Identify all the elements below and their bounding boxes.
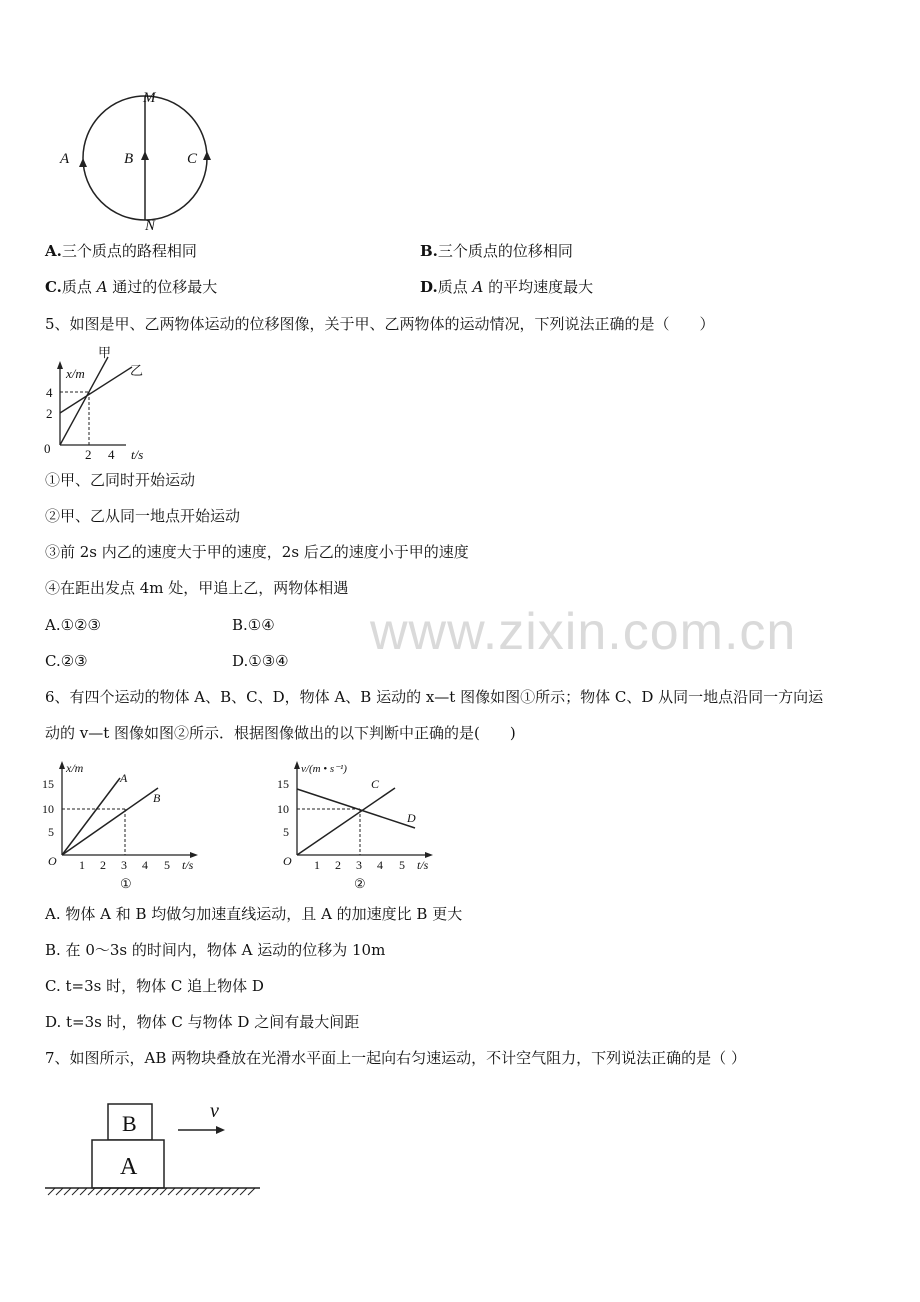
point-b-label: B	[124, 151, 134, 167]
g1-ytick-15: 15	[42, 777, 54, 791]
q4-option-a: A.三个质点的路程相同	[45, 242, 197, 260]
g1-ytick-10: 10	[42, 802, 54, 816]
q6-option-d: D. t=3s 时，物体 C 与物体 D 之间有最大间距	[45, 1013, 360, 1031]
g1-caption: ①	[120, 876, 132, 891]
q5-choice-b: B.①④	[232, 616, 275, 634]
q6-option-a: A. 物体 A 和 B 均做匀加速直线运动，且 A 的加速度比 B 更大	[45, 905, 463, 923]
g2-origin: O	[283, 854, 292, 868]
g1-ylabel: x/m	[66, 761, 84, 775]
g2-line-d: D	[407, 811, 416, 825]
q4-option-c: C.质点 A 通过的位移最大	[45, 278, 218, 296]
q6-graph-2	[275, 758, 445, 893]
g1-xtick-2: 2	[100, 858, 106, 872]
g1-xtick-4: 4	[142, 858, 148, 872]
g1-line-a: A	[120, 771, 128, 785]
yi-label: 乙	[130, 363, 144, 378]
g1-origin: O	[48, 854, 57, 868]
g2-xtick-5: 5	[399, 858, 405, 872]
y-tick-4: 4	[46, 385, 53, 400]
x-axis-label: t/s	[131, 447, 144, 462]
q5-choice-a: A.①②③	[45, 616, 101, 634]
q6-option-c: C. t=3s 时，物体 C 追上物体 D	[45, 977, 264, 995]
g2-xtick-4: 4	[377, 858, 383, 872]
velocity-label: v	[210, 1100, 219, 1122]
q5-statement-3: ③前 2s 内乙的速度大于甲的速度，2s 后乙的速度小于甲的速度	[45, 543, 469, 561]
q7-stem: 7、如图所示，AB 两物块叠放在光滑水平面上一起向右匀速运动，不计空气阻力，下列说法正确的是（ ）	[45, 1049, 746, 1067]
g2-ytick-5: 5	[283, 825, 289, 839]
origin-label: 0	[44, 441, 51, 456]
point-c-label: C	[187, 151, 198, 167]
g2-ytick-10: 10	[277, 802, 289, 816]
g2-xtick-1: 1	[314, 858, 320, 872]
g1-xtick-1: 1	[79, 858, 85, 872]
q6-stem-line2: 动的 v—t 图像如图②所示．根据图像做出的以下判断中正确的是( )	[45, 724, 516, 742]
q6-stem-line1: 6、有四个运动的物体 A、B、C、D，物体 A、B 运动的 x—t 图像如图①所示；物体 C、D 从同一地点沿同一方向运	[45, 688, 824, 706]
q4-circle-figure	[40, 85, 220, 235]
y-tick-2: 2	[46, 406, 53, 421]
q5-position-graph	[40, 345, 170, 465]
q7-blocks-figure	[40, 1095, 270, 1205]
q5-statement-1: ①甲、乙同时开始运动	[45, 471, 196, 489]
q5-statement-2: ②甲、乙从同一地点开始运动	[45, 507, 241, 525]
g2-xtick-3: 3	[356, 858, 362, 872]
g1-ytick-5: 5	[48, 825, 54, 839]
jia-label: 甲	[98, 345, 112, 360]
q5-choice-d: D.①③④	[232, 652, 289, 670]
g2-caption: ②	[354, 876, 366, 891]
q5-choice-c: C.②③	[45, 652, 88, 670]
g2-ylabel: v/(m • s⁻¹)	[301, 763, 347, 775]
block-b-label: B	[122, 1111, 137, 1136]
g1-line-b: B	[153, 791, 161, 805]
g2-ytick-15: 15	[277, 777, 289, 791]
q5-statement-4: ④在距出发点 4m 处，甲追上乙，两物体相遇	[45, 579, 349, 597]
x-tick-2: 2	[85, 447, 92, 462]
q4-option-d: D.质点 A 的平均速度最大	[420, 278, 594, 296]
g1-xtick-3: 3	[121, 858, 127, 872]
watermark: www.zixin.com.cn	[370, 603, 797, 661]
point-n-label: N	[145, 218, 156, 234]
q4-option-b: B.三个质点的位移相同	[420, 242, 573, 260]
g2-xtick-2: 2	[335, 858, 341, 872]
block-a-label: A	[120, 1154, 138, 1180]
point-m-label: M	[143, 90, 156, 106]
g2-xlabel: t/s	[417, 858, 429, 872]
y-axis-label: x/m	[66, 366, 85, 381]
x-tick-4: 4	[108, 447, 115, 462]
q5-stem: 5、如图是甲、乙两物体运动的位移图像，关于甲、乙两物体的运动情况，下列说法正确的是（ ）	[45, 315, 715, 333]
point-a-label: A	[60, 151, 70, 167]
q6-option-b: B. 在 0～3s 的时间内，物体 A 运动的位移为 10m	[45, 941, 386, 959]
g1-xlabel: t/s	[182, 858, 194, 872]
g1-xtick-5: 5	[164, 858, 170, 872]
g2-line-c: C	[371, 777, 380, 791]
q6-graph-1	[40, 758, 210, 893]
